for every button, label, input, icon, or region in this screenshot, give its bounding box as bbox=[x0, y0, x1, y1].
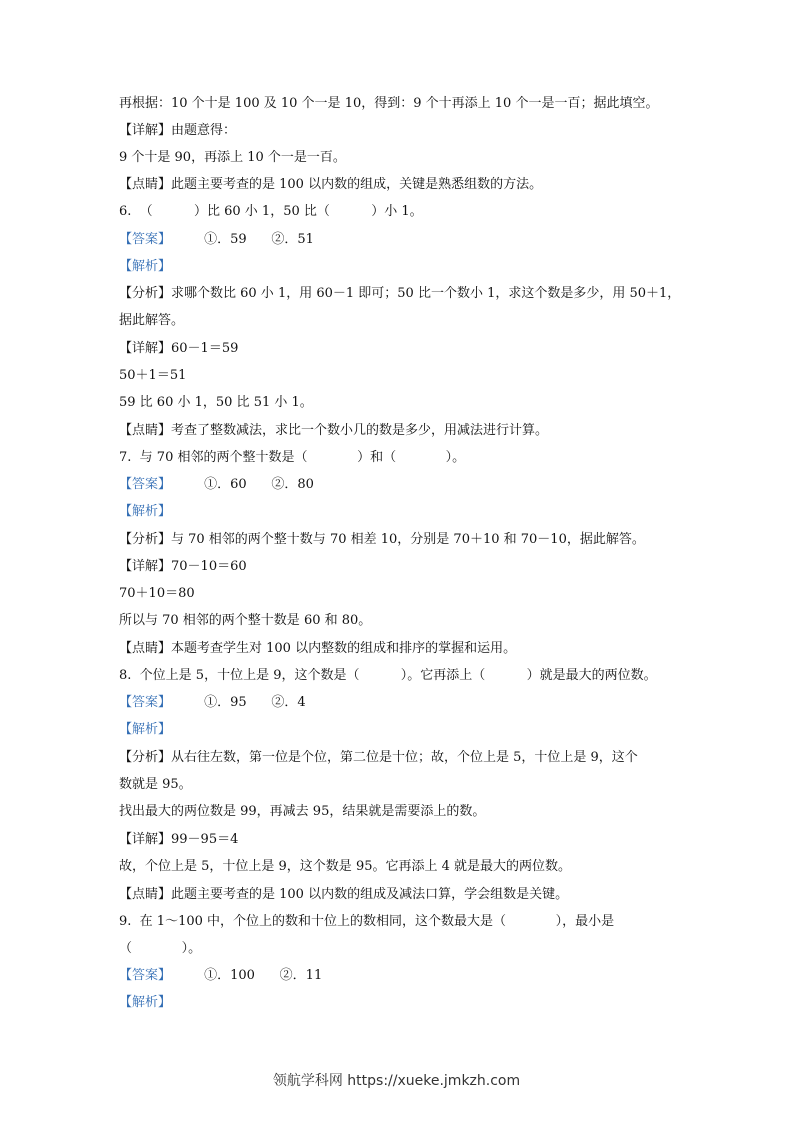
section-tag: 【解析】 bbox=[119, 259, 172, 274]
line-text: 【点睛】此题主要考查的是 100 以内数的组成及减法口算，学会组数是关键。 bbox=[119, 887, 569, 902]
section-tag: 【答案】 bbox=[119, 968, 172, 983]
text-line bbox=[119, 231, 314, 249]
line-text: （ ）。 bbox=[119, 941, 202, 956]
text-line bbox=[119, 340, 238, 358]
text-line bbox=[119, 367, 186, 385]
text-line bbox=[119, 803, 485, 821]
text-line bbox=[119, 176, 542, 194]
text-line bbox=[119, 749, 638, 767]
text-line bbox=[119, 585, 195, 603]
text-line bbox=[119, 149, 346, 167]
section-tag: 【答案】 bbox=[119, 695, 172, 710]
text-line bbox=[119, 285, 680, 303]
line-text: ①．60 ②．80 bbox=[171, 477, 314, 492]
text-line bbox=[119, 612, 371, 630]
line-text: 7. 与 70 相邻的两个整十数是（ ）和（ ）。 bbox=[119, 450, 466, 465]
section-tag: 【解析】 bbox=[119, 995, 172, 1010]
text-line bbox=[119, 122, 236, 140]
text-line bbox=[119, 913, 614, 931]
line-text: ①．95 ②．4 bbox=[171, 695, 306, 710]
line-text: 9. 在 1～100 中，个位上的数和十位上的数相同，这个数最大是（ ），最小是 bbox=[119, 914, 615, 929]
text-line bbox=[119, 967, 322, 985]
footer-watermark: 领航学科网 https://xueke.jmkzh.com bbox=[272, 1073, 521, 1089]
text-line bbox=[119, 667, 657, 685]
text-line bbox=[119, 640, 516, 658]
text-line bbox=[119, 531, 645, 549]
line-text: 9 个十是 90，再添上 10 个一是一百。 bbox=[119, 150, 346, 165]
line-text: 数就是 95。 bbox=[119, 777, 192, 792]
line-text: 【详解】70－10＝60 bbox=[119, 559, 247, 574]
line-text: 59 比 60 小 1，50 比 51 小 1。 bbox=[119, 395, 313, 410]
text-line bbox=[119, 721, 171, 739]
line-text: 8. 个位上是 5，十位上是 9，这个数是（ ）。它再添上（ ）就是最大的两位数。 bbox=[119, 668, 657, 683]
line-text: 【分析】求哪个数比 60 小 1，用 60－1 即可；50 比一个数小 1，求这个数是多少，用 50＋1， bbox=[119, 286, 681, 301]
line-text: 50＋1＝51 bbox=[119, 368, 187, 383]
text-line bbox=[119, 694, 306, 712]
text-line bbox=[119, 558, 247, 576]
text-line bbox=[119, 776, 192, 794]
section-tag: 【解析】 bbox=[119, 722, 172, 737]
text-line bbox=[119, 258, 171, 276]
line-text: 所以与 70 相邻的两个整十数是 60 和 80。 bbox=[119, 613, 372, 628]
line-text: 【点睛】考查了整数减法，求比一个数小几的数是多少，用减法进行计算。 bbox=[119, 423, 549, 438]
text-line bbox=[119, 940, 201, 958]
text-line bbox=[119, 831, 238, 849]
line-text: 【详解】由题意得： bbox=[119, 123, 237, 138]
text-line bbox=[119, 394, 313, 412]
line-text: 70＋10＝80 bbox=[119, 586, 195, 601]
text-line bbox=[119, 994, 171, 1012]
section-tag: 【答案】 bbox=[119, 477, 172, 492]
text-line bbox=[119, 312, 184, 330]
text-line bbox=[119, 476, 314, 494]
line-text: 【分析】与 70 相邻的两个整十数与 70 相差 10，分别是 70＋10 和 70－10，据此解答。 bbox=[119, 532, 645, 547]
line-text: ①．100 ②．11 bbox=[171, 968, 323, 983]
line-text: 【分析】从右往左数，第一位是个位，第二位是十位；故，个位上是 5，十位上是 9，这个 bbox=[119, 750, 638, 765]
line-text: 【点睛】此题主要考查的是 100 以内数的组成，关键是熟悉组数的方法。 bbox=[119, 177, 543, 192]
text-line bbox=[119, 503, 171, 521]
line-text: 故，个位上是 5，十位上是 9，这个数是 95。它再添上 4 就是最大的两位数。 bbox=[119, 859, 572, 874]
line-text: 据此解答。 bbox=[119, 313, 185, 328]
text-line bbox=[119, 203, 423, 221]
line-text: 【详解】60－1＝59 bbox=[119, 341, 239, 356]
line-text: ①．59 ②．51 bbox=[171, 232, 314, 247]
text-line bbox=[119, 95, 658, 113]
section-tag: 【答案】 bbox=[119, 232, 172, 247]
line-text: 【点睛】本题考查学生对 100 以内整数的组成和排序的掌握和运用。 bbox=[119, 641, 517, 656]
line-text: 6. （ ）比 60 小 1，50 比（ ）小 1。 bbox=[119, 204, 423, 219]
text-line bbox=[119, 422, 548, 440]
text-line bbox=[119, 886, 568, 904]
line-text: 找出最大的两位数是 99，再减去 95，结果就是需要添上的数。 bbox=[119, 804, 486, 819]
line-text: 【详解】99－95＝4 bbox=[119, 832, 239, 847]
line-text: 再根据：10 个十是 100 及 10 个一是 10，得到：9 个十再添上 10 个一是一百；据此填空。 bbox=[119, 96, 659, 111]
text-line bbox=[119, 449, 465, 467]
text-line bbox=[119, 858, 571, 876]
section-tag: 【解析】 bbox=[119, 504, 172, 519]
